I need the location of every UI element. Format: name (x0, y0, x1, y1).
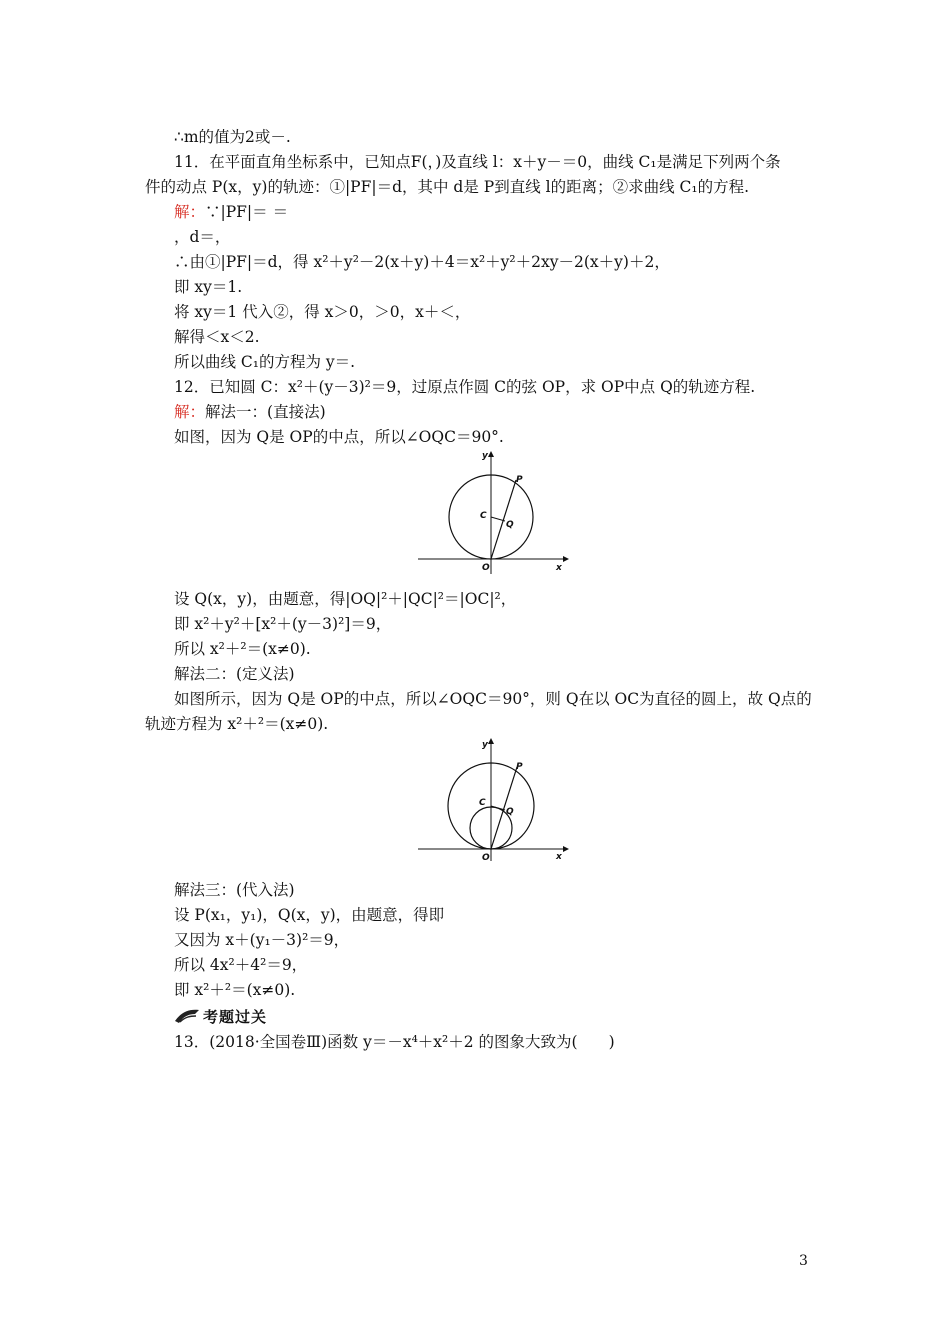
text-line: ∴由①|PF|＝d，得 x²＋y²－2(x＋y)＋4＝x²＋y²＋2xy－2(x＋y)＋2， (174, 253, 670, 271)
text-line: 即 xy＝1. (174, 278, 243, 296)
problem-11-line: 件的动点 P(x，y)的轨迹：①|PF|＝d，其中 d是 P到直线 l的距离；②求曲线 C₁的方程. (145, 178, 750, 196)
problem-12-line: 12．已知圆 C：x²＋(y－3)²＝9，过原点作圆 C的弦 OP，求 OP中点 Q的轨迹方程. (174, 378, 756, 396)
label-q: Q (506, 807, 514, 817)
solution-label: 解： (174, 203, 206, 221)
text-line: 又因为 x＋(y₁－3)²＝9， (174, 931, 350, 949)
label-x: x (556, 563, 562, 573)
text-line: 轨迹方程为 x²＋²＝(x≠0). (145, 715, 329, 733)
text-line: 解得＜x＜2. (174, 328, 260, 346)
label-o: O (482, 853, 490, 863)
section-title: 考题过关 (203, 1007, 268, 1026)
solution-line: 解：∵|PF|＝ ＝ (174, 203, 289, 221)
text-line: 解法二：(定义法) (174, 665, 295, 683)
label-x: x (556, 852, 562, 862)
problem-11-line: 11．在平面直角坐标系中，已知点F(，)及直线 l：x＋y－＝0，曲线 C₁是满足下列两个条 (174, 153, 781, 171)
text-line: 即 x²＋y²＋[x²＋(y－3)²]＝9， (174, 615, 392, 633)
text-line: 所以 4x²＋4²＝9， (174, 956, 308, 974)
text-line: 所以 x²＋²＝(x≠0). (174, 640, 311, 658)
text-line: 如图，因为 Q是 OP的中点，所以∠OQC＝90°. (174, 428, 504, 446)
figure-circle-chord (410, 446, 580, 576)
segment-cq (491, 806, 505, 810)
figure-circle-locus (410, 733, 580, 863)
text-line: 如图所示，因为 Q是 OP的中点，所以∠OQC＝90°，则 Q在以 OC为直径的圆上，故 Q点的 (174, 690, 812, 708)
solution-label: 解： (174, 403, 206, 421)
text-line: 设 Q(x，y)，由题意，得|OQ|²＋|QC|²＝|OC|²， (174, 590, 517, 608)
text-line: 解法三：(代入法) (174, 881, 295, 899)
label-y: y (482, 740, 488, 750)
label-c: C (480, 511, 487, 521)
swoosh-icon (174, 1008, 200, 1024)
text-line: ，d＝， (174, 228, 231, 246)
solution-line: 解：解法一：(直接法) (174, 403, 326, 421)
segment-cq (491, 517, 505, 521)
label-p: P (516, 475, 523, 485)
page-number: 3 (799, 1253, 808, 1269)
text-line: 将 xy＝1 代入②，得 x＞0，＞0，x＋＜， (174, 303, 471, 321)
section-heading (174, 1005, 267, 1027)
text-line: 设 P(x₁，y₁)，Q(x，y)，由题意，得即 (174, 906, 445, 924)
label-c: C (479, 798, 486, 808)
label-p: P (516, 762, 523, 772)
label-y: y (482, 451, 488, 461)
text-line: ∴m的值为2或－. (174, 128, 291, 146)
text-line: 即 x²＋²＝(x≠0). (174, 981, 296, 999)
label-o: O (482, 563, 490, 573)
text-line: 所以曲线 C₁的方程为 y＝. (174, 353, 356, 371)
label-q: Q (506, 520, 514, 530)
problem-13-line: 13．(2018·全国卷Ⅲ)函数 y＝－x⁴＋x²＋2 的图象大致为( ) (174, 1033, 615, 1051)
